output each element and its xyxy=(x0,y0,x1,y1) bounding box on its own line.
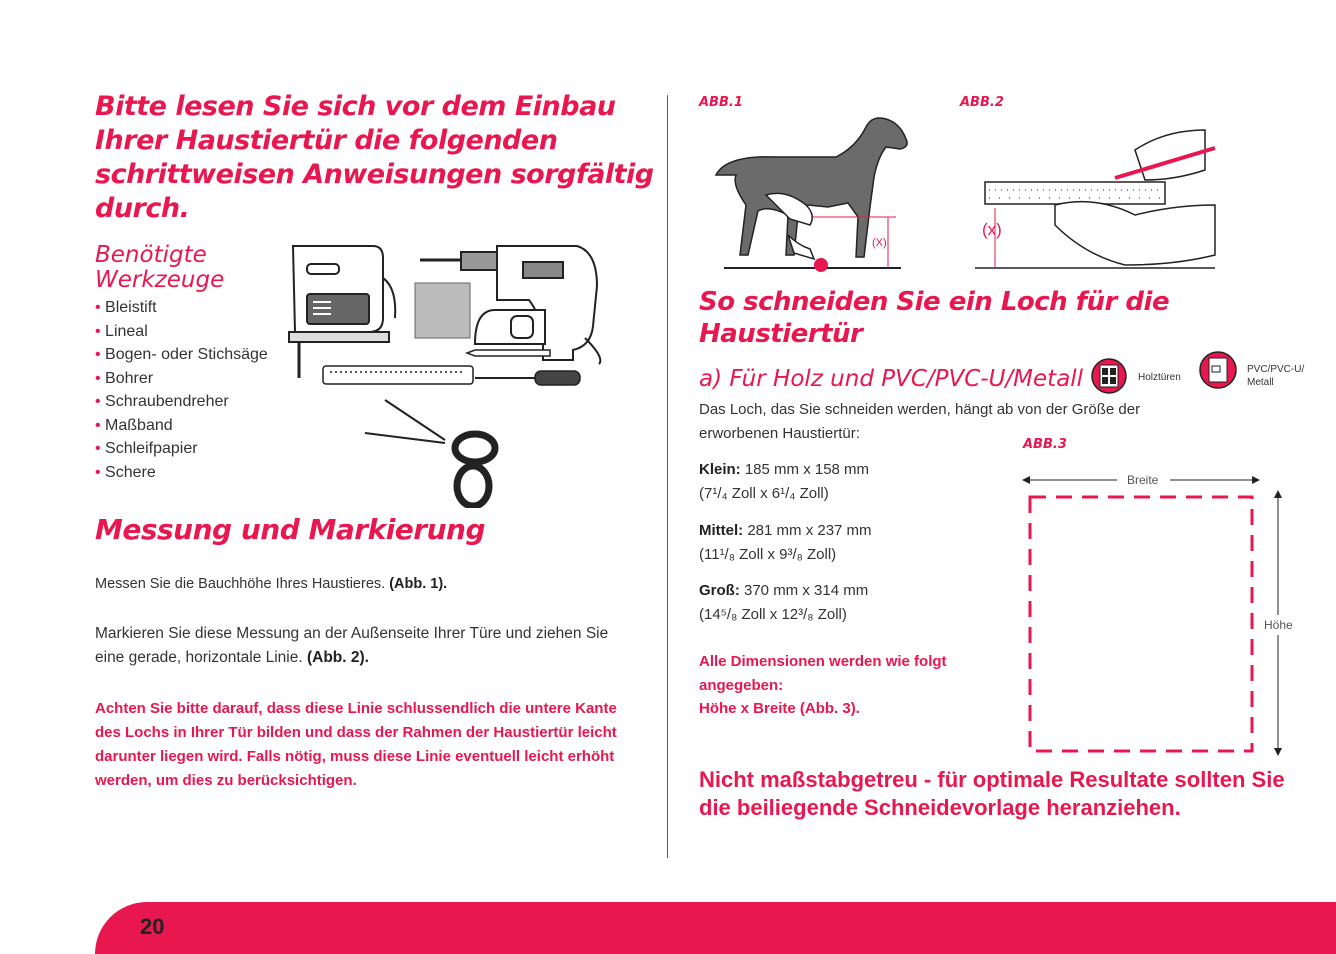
list-item: • Bleistift xyxy=(95,296,268,320)
pvc-door-icon xyxy=(1198,350,1238,390)
wood-door-icon xyxy=(1090,357,1128,395)
tools-heading: Benötigte Werkzeuge xyxy=(95,242,225,293)
pencil-icon xyxy=(467,350,550,356)
dog-measure-illustration xyxy=(696,115,926,275)
hole-subheading: a) Für Holz und PVC/PVC-U/Metall xyxy=(699,366,1084,392)
intro-heading: Bitte lesen Sie sich vor dem Einbau Ihrer Haustiertür die folgenden schrittweisen Anweisungen sorgfältig durch. xyxy=(95,91,654,224)
footer-bar xyxy=(95,902,1336,954)
tools-list xyxy=(95,296,268,484)
measure-warning: Achten Sie bitte darauf, dass diese Linie schlussendlich die untere Kante des Lochs in Ihrer Tür bilden und dass der Rahmen der Haustiertür leicht darunter liegen wird. Falls nötig, muss diese Linie eventuell leicht erhöht werden, um dies zu berücksichtigen. xyxy=(95,700,617,789)
scale-note: Nicht maßstabgetreu - für optimale Resultate sollten Sie die beiliegende Schneidevorlage heranziehen. xyxy=(699,767,1285,820)
ruler-mark-illustration xyxy=(975,120,1220,275)
figure-label-1: ABB.1 xyxy=(699,95,743,110)
size-large: Groß: 370 mm x 314 mm (14⁵/₈ Zoll x 12³/₈ Zoll) xyxy=(699,582,869,623)
measure-heading: Messung und Markierung xyxy=(95,513,485,546)
ruler-icon xyxy=(985,182,1165,204)
sandpaper-icon xyxy=(415,283,470,338)
page-number: 20 xyxy=(140,914,165,939)
jigsaw-icon xyxy=(289,246,395,378)
hole-heading: So schneiden Sie ein Loch für die Haustiertür xyxy=(699,287,1170,349)
column-divider xyxy=(667,95,668,858)
measure-paragraph-1: Messen Sie die Bauchhöhe Ihres Haustieres. (Abb. 1). xyxy=(95,576,448,592)
tape-measure-icon xyxy=(475,310,545,344)
tools-illustration xyxy=(285,238,610,508)
dimension-note: Alle Dimensionen werden wie folgt angegeben: Höhe x Breite (Abb. 3). xyxy=(699,653,947,717)
size-small: Klein: 185 mm x 158 mm (7¹/₄ Zoll x 6¹/₄ Zoll) xyxy=(699,461,870,502)
hole-description: Das Loch, das Sie schneiden werden, hängt ab von der Größe der erworbenen Haustiertür: xyxy=(699,401,1141,442)
figure-label-3: ABB.3 xyxy=(1023,437,1067,452)
list-item: • Bohrer xyxy=(95,367,268,391)
list-item: • Maßband xyxy=(95,414,268,438)
scissors-icon xyxy=(365,400,495,506)
screwdriver-icon xyxy=(475,371,580,385)
pvc-door-label: PVC/PVC-U/ Metall xyxy=(1247,364,1305,388)
measure-x-label-1: (X) xyxy=(872,237,887,249)
list-item: • Bogen- oder Stichsäge xyxy=(95,343,268,367)
ruler-icon xyxy=(323,366,473,384)
list-item: • Schleifpapier xyxy=(95,437,268,461)
height-label: Höhe xyxy=(1264,618,1293,632)
cutout-diagram xyxy=(1022,470,1292,760)
width-label: Breite xyxy=(1127,473,1159,487)
wood-door-label: Holztüren xyxy=(1138,372,1181,383)
list-item: • Schraubendreher xyxy=(95,390,268,414)
measure-x-label-2: (x) xyxy=(982,220,1002,239)
list-item: • Lineal xyxy=(95,320,268,344)
measure-paragraph-2: Markieren Sie diese Messung an der Außenseite Ihrer Türe und ziehen Sie eine gerade, horizontale Linie. (Abb. 2). xyxy=(95,625,609,666)
size-medium: Mittel: 281 mm x 237 mm (11¹/₈ Zoll x 9³/₈ Zoll) xyxy=(699,522,872,563)
figure-label-2: ABB.2 xyxy=(960,95,1004,110)
list-item: • Schere xyxy=(95,461,268,485)
